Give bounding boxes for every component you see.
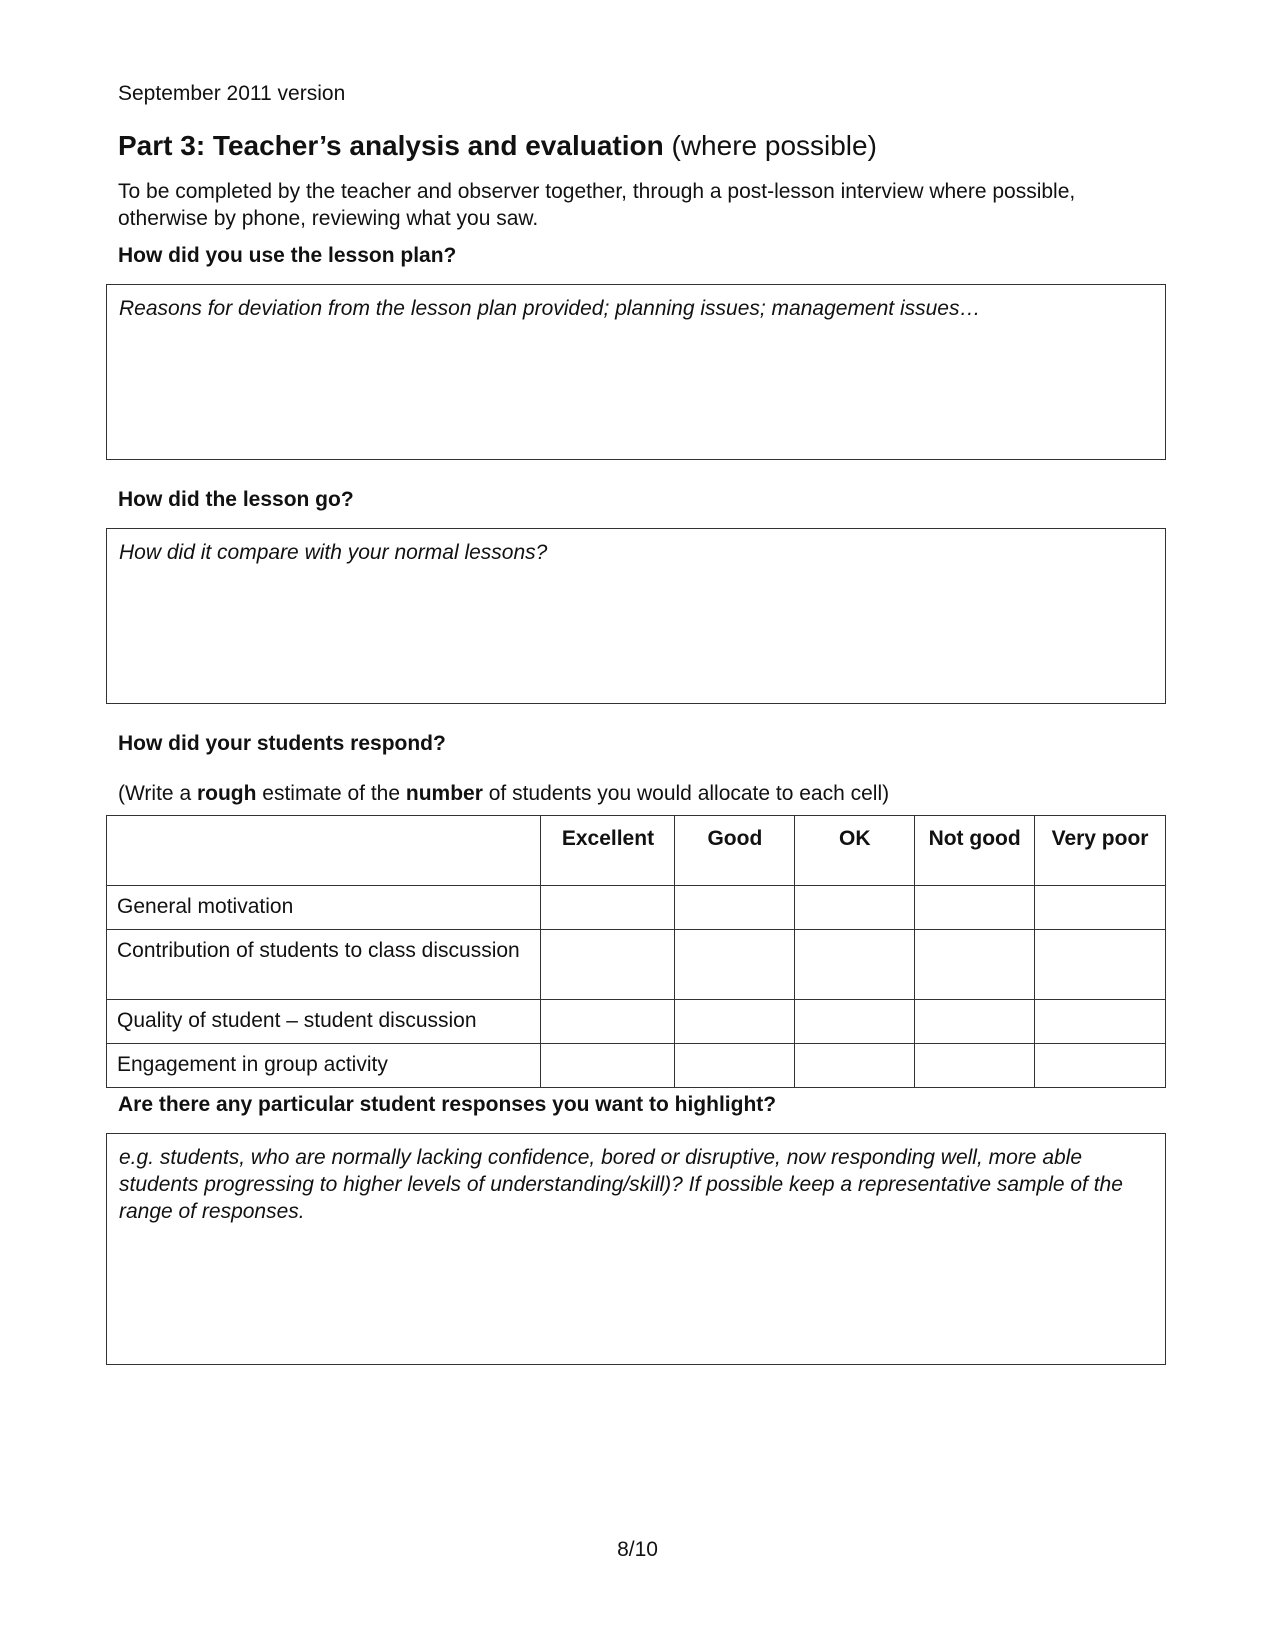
rating-cell[interactable] (675, 1044, 795, 1088)
col-header: Good (675, 816, 795, 886)
rating-cell[interactable] (675, 1000, 795, 1044)
rating-cell[interactable] (795, 886, 915, 930)
col-header: Excellent (541, 816, 675, 886)
rating-cell[interactable] (541, 886, 675, 930)
title-suffix: (where possible) (671, 130, 877, 161)
corner-cell (107, 816, 541, 886)
table-row (107, 1044, 1166, 1088)
estimate-note: (Write a rough estimate of the number of students you would allocate to each cell) (118, 782, 890, 805)
highlight-hint: e.g. students, who are normally lacking confidence, bored or disruptive, now responding well, more able students progressing to higher levels of understanding/skill)? If possible keep a representative sample of the range of responses. (119, 1146, 1123, 1223)
table-header-row (107, 816, 1166, 886)
question-lesson-go: How did the lesson go? (118, 488, 354, 511)
rating-cell[interactable] (915, 1000, 1035, 1044)
question-lesson-plan: How did you use the lesson plan? (118, 244, 457, 267)
rating-cell[interactable] (795, 1000, 915, 1044)
row-label: Quality of student – student discussion (107, 1000, 541, 1044)
rating-cell[interactable] (915, 886, 1035, 930)
title-bold: Part 3: Teacher’s analysis and evaluation (118, 130, 664, 161)
rating-cell[interactable] (541, 1000, 675, 1044)
rating-cell[interactable] (1035, 1044, 1166, 1088)
row-label: Contribution of students to class discussion (107, 930, 541, 1000)
lesson-go-hint: How did it compare with your normal lessons? (119, 541, 548, 564)
row-label: General motivation (107, 886, 541, 930)
question-highlight: Are there any particular student responses you want to highlight? (118, 1093, 777, 1116)
table-row (107, 1000, 1166, 1044)
rating-cell[interactable] (915, 1044, 1035, 1088)
rating-cell[interactable] (675, 930, 795, 1000)
col-header: Not good (915, 816, 1035, 886)
page-title (118, 130, 877, 162)
table-row (107, 930, 1166, 1000)
rating-cell[interactable] (1035, 886, 1166, 930)
lesson-plan-hint: Reasons for deviation from the lesson plan provided; planning issues; management issues… (119, 297, 981, 320)
page-number: 8/10 (617, 1538, 658, 1561)
rating-cell[interactable] (541, 930, 675, 1000)
lesson-plan-answer-box[interactable] (106, 284, 1166, 460)
lesson-go-answer-box[interactable] (106, 528, 1166, 704)
version-label: September 2011 version (118, 82, 346, 105)
question-students-respond: How did your students respond? (118, 732, 446, 755)
col-header: Very poor (1035, 816, 1166, 886)
intro-text: To be completed by the teacher and observer together, through a post-lesson interview where possible, otherwise by phone, reviewing what you saw. (118, 180, 1076, 230)
rating-cell[interactable] (675, 886, 795, 930)
rating-cell[interactable] (1035, 930, 1166, 1000)
student-response-table (106, 815, 1166, 1088)
rating-cell[interactable] (795, 930, 915, 1000)
col-header: OK (795, 816, 915, 886)
table-row (107, 886, 1166, 930)
rating-cell[interactable] (541, 1044, 675, 1088)
highlight-answer-box[interactable] (106, 1133, 1166, 1365)
rating-cell[interactable] (915, 930, 1035, 1000)
row-label: Engagement in group activity (107, 1044, 541, 1088)
rating-cell[interactable] (795, 1044, 915, 1088)
rating-cell[interactable] (1035, 1000, 1166, 1044)
